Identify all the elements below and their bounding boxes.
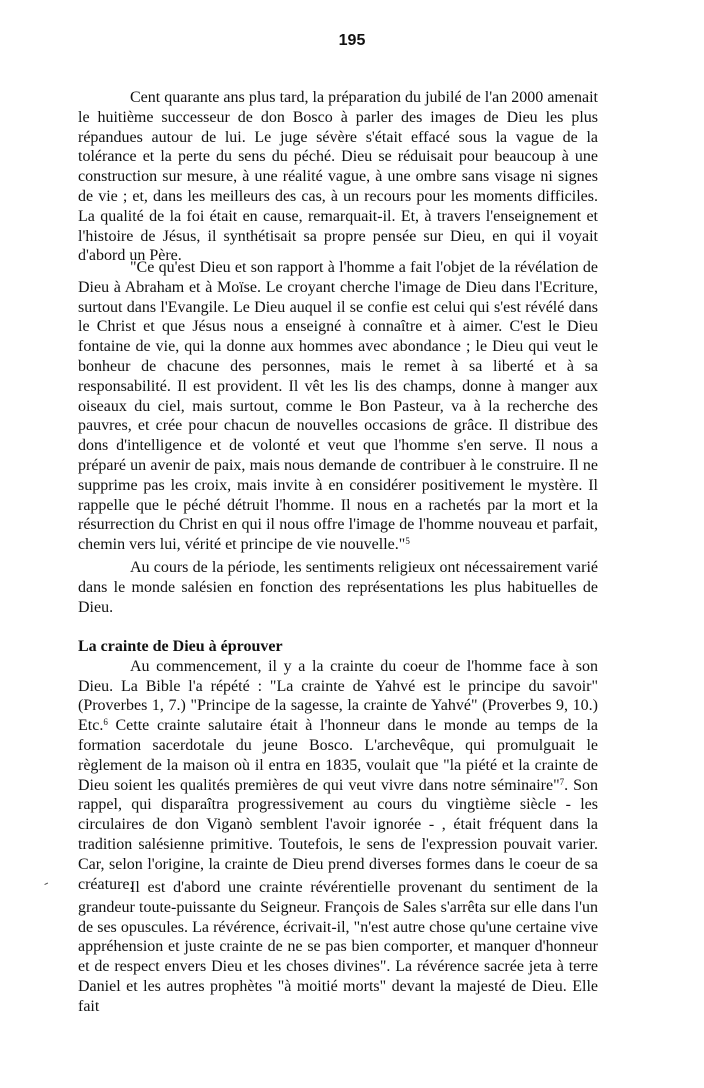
paragraph-block-3	[78, 558, 598, 617]
footnote-ref-7: 7	[559, 776, 565, 787]
paragraph-period: Au cours de la période, les sentiments religieux ont nécessairement varié dans le monde salésien en fonction des représentations les plus habituelles de Dieu.	[78, 559, 598, 616]
paragraph-block-5	[78, 878, 598, 1017]
footnote-ref-5: 5	[405, 536, 410, 547]
paragraph-crainte-part-c: . Son rappel, qui disparaîtra progressivement au cours du vingtième siècle - les circulaires de don Viganò semblent l'avoir ignorée - , était fréquent dans la tradition salésienne primitive. Toutefois, le sens de l'expression pouvait varier. Car, selon l'origine, la crainte de Dieu prend diverses formes dans le coeur de sa créature.	[78, 776, 598, 893]
paragraph-jubilee: Cent quarante ans plus tard, la préparation du jubilé de l'an 2000 amenait le huitième successeur de don Bosco à parler des images de Dieu les plus répandues autour de lui. Le juge sévère s'était effacé sous la vague de la tolérance et la perte du sens du péché. Dieu se réduisait pour beaucoup à une construction sur mesure, à une réalité vague, à une ombre sans visage ni signes de vie ; et, dans les meilleurs des cas, à un recours pour les moments difficiles. La qualité de la foi était en cause, remarquait-il. Et, à travers l'enseignement et l'histoire de Jésus, il synthétisait sa propre pensée sur Dieu, en qui il voyait d'abord un Père.	[78, 89, 598, 265]
footnote-ref-6: 6	[103, 717, 108, 728]
paragraph-block-1	[78, 88, 598, 266]
section-crainte	[78, 637, 598, 894]
paragraph-reverence: Il est d'abord une crainte révérentielle provenant du sentiment de la grandeur toute-puissante du Seigneur. François de Sales s'arrêta sur elle dans l'un de ses opuscules. La révérence, écrivait-il, "n'est autre chose qu'une certaine vive appréhension et juste crainte de ne se pas bien comporter, et manquer d'honneur et de respect envers Dieu et les choses divines". La révérence sacrée jeta à terre Daniel et les autres prophètes "à moitié morts" devant la majesté de Dieu. Elle fait	[78, 879, 598, 1015]
paragraph-quotation	[78, 258, 598, 555]
paragraph-crainte	[78, 657, 598, 895]
page-number: 195	[338, 32, 366, 49]
quotation-text: "Ce qu'est Dieu et son rapport à l'homme a fait l'objet de la révélation de Dieu à Abraham et à Moïse. Le croyant cherche l'image de Dieu dans l'Ecriture, surtout dans l'Evangile. Le Dieu auquel il se confie est celui qui s'est révélé dans le Christ et que Jésus nous a enseigné à connaître et à aimer. C'est le Dieu fontaine de vie, qui la donne aux hommes avec abondance ; le Dieu qui veut le bonheur de chacune des personnes, mais le remet à sa liberté et à sa responsabilité. Il est provident. Il vêt les lis des champs, donne à manger aux oiseaux du ciel, mais surtout, comme le Bon Pasteur, va à la recherche des pauvres, et crée pour chacun de nouvelles occasions de grâce. Il distribue des dons d'intelligence et de volonté et veut que l'homme s'en serve. Il nous a préparé un avenir de paix, mais nous demande de contribuer à le construire. Il ne supprime pas les croix, mais invite à en considérer positivement le mystère. Il rappelle que le péché détruit l'homme. Il nous en a rachetés par la mort et la résurrection du Christ en qui il nous offre l'image de l'homme nouveau et parfait, chemin vers lui, vérité et principe de vie nouvelle."	[78, 259, 598, 554]
paragraph-crainte-part-a: Au commencement, il y a la crainte du coeur de l'homme face à son Dieu. La Bible l'a répété : "La crainte de Yahvé est le principe du savoir" (Proverbes 1, 7.) "Principe de la sagesse, la crainte de Yahvé" (Proverbes 9, 10.) Etc.	[78, 657, 598, 735]
paragraph-block-2	[78, 258, 598, 555]
paragraph-crainte-part-b: Cette crainte salutaire était à l'honneur dans le monde au temps de la formation sacerdotale du jeune Bosco. L'archevêque, qui promulguait le règlement de la maison où il entra en 1835, voulait que "la piété et la crainte de Dieu soient les qualités premières de qui veut vivre dans notre séminaire"	[78, 717, 598, 794]
section-heading: La crainte de Dieu à éprouver	[78, 638, 283, 655]
margin-mark: -	[40, 875, 52, 892]
